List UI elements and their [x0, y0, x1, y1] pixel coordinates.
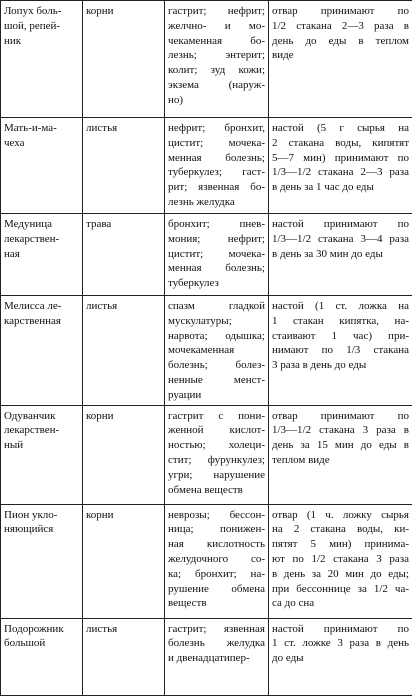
indications-cell-line: чекаменная бо- — [168, 34, 265, 49]
usage-cell-line: 3 раза в день до еды — [272, 358, 409, 373]
plant-name-cell-line: Одуванчик — [4, 409, 79, 424]
plant-part-cell — [83, 296, 165, 406]
indications-cell — [165, 296, 269, 406]
plant-name-cell-line: Пион укло- — [4, 508, 79, 523]
plant-name-cell-line: няющийся — [4, 522, 79, 537]
table-row — [1, 618, 412, 695]
usage-cell-line: день за 15 мин до еды в — [272, 438, 409, 453]
table-row — [1, 504, 412, 618]
usage-cell — [269, 504, 412, 618]
indications-cell-line: желчно- и мо- — [168, 19, 265, 34]
indications-cell-line: обмена веществ — [168, 483, 265, 498]
indications-cell-line: рушение обмена — [168, 582, 265, 597]
indications-cell — [165, 405, 269, 504]
usage-cell-line: настой принимают по — [272, 217, 409, 232]
plant-name-cell — [1, 618, 83, 695]
indications-cell-line: мония; нефрит; — [168, 232, 265, 247]
indications-cell-line: лезнь; энтерит; — [168, 48, 265, 63]
usage-cell — [269, 1, 412, 118]
table-row — [1, 1, 412, 118]
usage-cell-line: отвар принимают по — [272, 409, 409, 424]
table-row — [1, 118, 412, 214]
indications-cell-line: ница; понижен- — [168, 522, 265, 537]
indications-cell-line: женной кислот- — [168, 423, 265, 438]
indications-cell-line: ная кислотность — [168, 537, 265, 552]
usage-cell-line: стаивают 1 час) при- — [272, 329, 409, 344]
plant-name-cell — [1, 504, 83, 618]
indications-cell — [165, 504, 269, 618]
usage-cell-line: 1/2 стакана 2—3 раза в — [272, 19, 409, 34]
indications-cell-line: туберкулез — [168, 276, 265, 291]
plant-part-cell — [83, 618, 165, 695]
indications-cell-line: болезнь желудка — [168, 636, 265, 651]
indications-cell-line: туберкулез; гаст- — [168, 165, 265, 180]
plant-name-cell — [1, 1, 83, 118]
plant-name-cell-line: шой, репей- — [4, 19, 79, 34]
indications-cell-line: желудочного со- — [168, 552, 265, 567]
usage-cell-line: настой (1 ст. ложка на — [272, 299, 409, 314]
usage-cell-line: день до еды в теплом — [272, 34, 409, 49]
plant-part-cell-line: корни — [86, 409, 161, 424]
usage-cell-line: нимают по 1/3 стакана — [272, 343, 409, 358]
indications-cell-line: нефрит; бронхит, — [168, 121, 265, 136]
indications-cell-line: гастрит; язвенная — [168, 622, 265, 637]
plant-name-cell — [1, 214, 83, 296]
indications-cell-line: и двенадцатипер- — [168, 651, 265, 666]
plant-name-cell-line: большой — [4, 636, 79, 651]
indications-cell — [165, 1, 269, 118]
indications-cell-line: мускулатуры; — [168, 314, 265, 329]
plant-part-cell — [83, 118, 165, 214]
plant-name-cell — [1, 296, 83, 406]
plant-name-cell-line: ная — [4, 247, 79, 262]
plant-part-cell — [83, 405, 165, 504]
usage-cell-line: 1 стакан кипятка, на- — [272, 314, 409, 329]
usage-cell-line: настой (5 г сырья на — [272, 121, 409, 136]
plant-name-cell — [1, 118, 83, 214]
usage-cell-line: 5—7 мин) принимают по — [272, 151, 409, 166]
indications-cell-line: ненные менст- — [168, 373, 265, 388]
plant-part-cell-line: листья — [86, 622, 161, 637]
plant-name-cell-line: Мать-и-ма- — [4, 121, 79, 136]
indications-cell — [165, 118, 269, 214]
indications-cell-line: нарвота; одышка; — [168, 329, 265, 344]
plant-name-cell-line: ный — [4, 438, 79, 453]
indications-cell-line: экзема (наруж- — [168, 78, 265, 93]
indications-cell-line: ка; бронхит; на- — [168, 567, 265, 582]
indications-cell-line: веществ — [168, 596, 265, 611]
indications-cell-line: менная болезнь; — [168, 261, 265, 276]
indications-cell-line: руации — [168, 388, 265, 403]
indications-cell — [165, 618, 269, 695]
table-row — [1, 296, 412, 406]
table-body — [1, 1, 412, 696]
usage-cell — [269, 618, 412, 695]
usage-cell — [269, 296, 412, 406]
plant-part-cell-line: корни — [86, 4, 161, 19]
indications-cell-line: рит; язвенная бо- — [168, 180, 265, 195]
usage-cell-line: в день за 30 мин до еды — [272, 247, 409, 262]
indications-cell-line: лезнь желудка — [168, 195, 265, 210]
usage-cell-line: 1/3—1/2 стакана 2—3 раза — [272, 165, 409, 180]
usage-cell — [269, 118, 412, 214]
plant-name-cell-line: лекарствен- — [4, 423, 79, 438]
indications-cell-line: мочекаменная — [168, 343, 265, 358]
indications-cell-line: болезнь; болез- — [168, 358, 265, 373]
usage-cell-line: са до сна — [272, 596, 409, 611]
plant-name-cell-line: Лопух боль- — [4, 4, 79, 19]
indications-cell-line: цистит; мочека- — [168, 136, 265, 151]
indications-cell-line: колит; зуд кожи; — [168, 63, 265, 78]
indications-cell-line: менная болезнь; — [168, 151, 265, 166]
table-row — [1, 214, 412, 296]
usage-cell-line: пятят 5 мин) принима- — [272, 537, 409, 552]
plant-name-cell-line: лекарствен- — [4, 232, 79, 247]
usage-cell — [269, 214, 412, 296]
plant-part-cell-line: листья — [86, 299, 161, 314]
usage-cell-line: ют по 1/2 стакана 3 раза — [272, 552, 409, 567]
indications-cell-line: стит; фурункулез; — [168, 453, 265, 468]
indications-cell-line: ностью; холеци- — [168, 438, 265, 453]
plant-name-cell — [1, 405, 83, 504]
plant-part-cell — [83, 504, 165, 618]
usage-cell — [269, 405, 412, 504]
plant-part-cell — [83, 214, 165, 296]
indications-cell-line: угри; нарушение — [168, 468, 265, 483]
usage-cell-line: 1/3—1/2 стакана 3—4 раза — [272, 232, 409, 247]
plant-name-cell-line: Медуница — [4, 217, 79, 232]
plant-part-cell-line: листья — [86, 121, 161, 136]
usage-cell-line: в день за 20 мин до еды; — [272, 567, 409, 582]
indications-cell-line: но) — [168, 93, 265, 108]
indications-cell-line: спазм гладкой — [168, 299, 265, 314]
usage-cell-line: отвар (1 ч. ложку сырья — [272, 508, 409, 523]
indications-cell — [165, 214, 269, 296]
plant-part-cell-line: корни — [86, 508, 161, 523]
usage-cell-line: 1/3—1/2 стакана 3 раза в — [272, 423, 409, 438]
usage-cell-line: отвар принимают по — [272, 4, 409, 19]
usage-cell-line: теплом виде — [272, 453, 409, 468]
plant-name-cell-line: карственная — [4, 314, 79, 329]
usage-cell-line: при бессоннице за 1/2 ча- — [272, 582, 409, 597]
indications-cell-line: неврозы; бессон- — [168, 508, 265, 523]
indications-cell-line: бронхит; пнев- — [168, 217, 265, 232]
indications-cell-line: цистит; мочека- — [168, 247, 265, 262]
table-row — [1, 405, 412, 504]
plant-name-cell-line: чеха — [4, 136, 79, 151]
indications-cell-line: гастрит; нефрит; — [168, 4, 265, 19]
plant-name-cell-line: ник — [4, 34, 79, 49]
usage-cell-line: до еды — [272, 651, 409, 666]
usage-cell-line: настой принимают по — [272, 622, 409, 637]
usage-cell-line: на 2 стакана воды, ки- — [272, 522, 409, 537]
usage-cell-line: 2 стакана воды, кипятят — [272, 136, 409, 151]
plant-name-cell-line: Мелисса ле- — [4, 299, 79, 314]
plant-part-cell-line: трава — [86, 217, 161, 232]
usage-cell-line: 1 ст. ложке 3 раза в день — [272, 636, 409, 651]
plant-part-cell — [83, 1, 165, 118]
indications-cell-line: гастрит с пони- — [168, 409, 265, 424]
usage-cell-line: виде — [272, 48, 409, 63]
usage-cell-line: в день за 1 час до еды — [272, 180, 409, 195]
plant-name-cell-line: Подорожник — [4, 622, 79, 637]
